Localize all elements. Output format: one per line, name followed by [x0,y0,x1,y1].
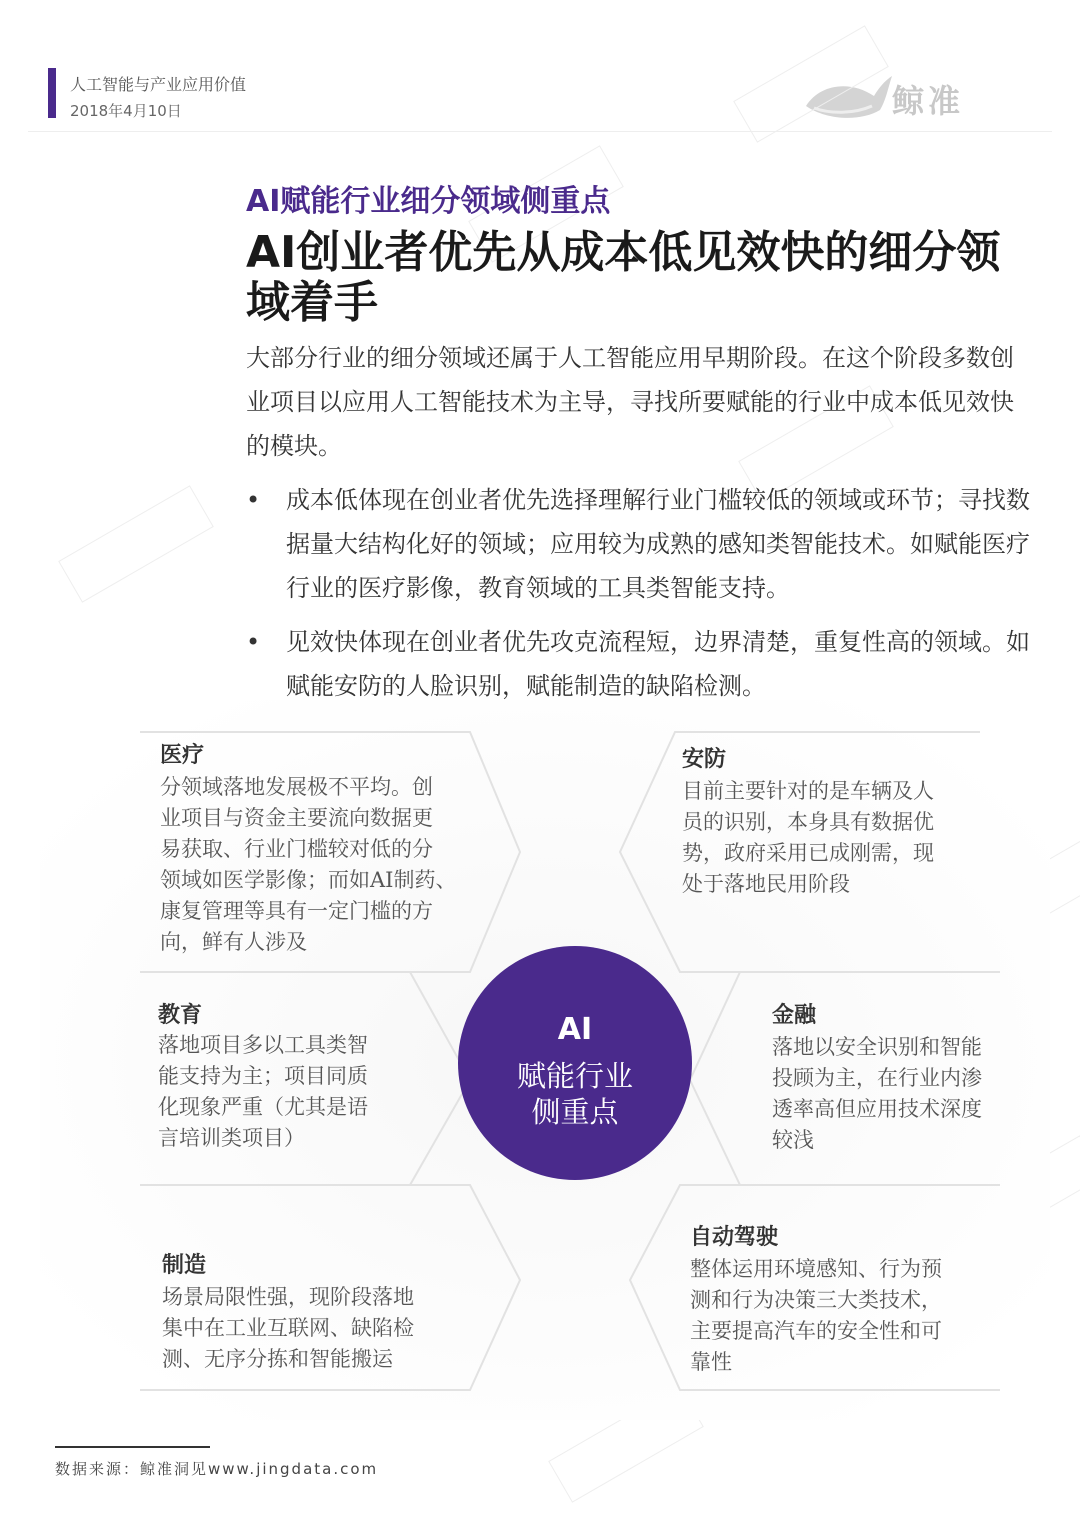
manufacturing-line: 测、无序分拣和智能搬运 [162,1347,393,1371]
report-title: 人工智能与产业应用价值 [70,75,247,94]
data-source: 数据来源：鲸准洞见www.jingdata.com [55,1460,379,1478]
bullet-text: 成本低体现在创业者优先选择理解行业门槛较低的领域或环节；寻找数据量大结构化好的领域；应用较为成熟的感知类智能技术。如赋能医疗行业的医疗影像，教育领域的工具类智能支持。 [286,486,1030,602]
medical-line: 业项目与资金主要流向数据更 [160,806,433,830]
finance-line: 透率高但应用技术深度 [772,1097,982,1121]
header-accent-bar [48,68,56,118]
education-line: 化现象严重（尤其是语 [158,1095,368,1119]
education-line: 落地项目多以工具类智 [158,1033,368,1057]
page-headline: AI创业者优先从成本低见效快的细分领域着手 [246,227,1001,328]
header-divider [28,131,1052,132]
security-line: 势，政府采用已成刚需，现 [682,841,934,865]
intro-paragraph: 大部分行业的细分领域还属于人工智能应用早期阶段。在这个阶段多数创业项目以应用人工智能技术为主导，寻找所要赋能的行业中成本低见效快的模块。 [246,344,1014,460]
medical-line: 易获取、行业门槛较对低的分 [160,837,433,861]
bullet-text: 见效快体现在创业者优先攻克流程短，边界清楚，重复性高的领域。如赋能安防的人脸识别，赋能制造的缺陷检测。 [286,628,1030,700]
medical-line: 分领域落地发展极不平均。创 [160,775,433,799]
manufacturing-line: 场景局限性强，现阶段落地 [162,1285,414,1309]
security-line: 处于落地民用阶段 [682,872,850,896]
center-label-line: 侧重点 [531,1095,619,1129]
center-circle [458,946,692,1180]
finance-line: 落地以安全识别和智能 [772,1035,982,1059]
autonomous-line: 靠性 [690,1350,732,1374]
education-text [158,1030,368,1154]
security-title: 安防 [682,747,727,772]
security-line: 员的识别，本身具有数据优 [682,810,934,834]
bullet-item [246,620,1046,708]
bullet-item [246,478,1046,610]
education-line: 能支持为主；项目同质 [158,1064,368,1088]
medical-title: 医疗 [160,743,205,768]
report-date: 2018年4月10日 [70,102,182,120]
center-label [458,1058,692,1130]
medical-line: 领域如医学影像；而如AI制药、 [160,868,457,892]
bullet-dot: • [246,486,261,514]
autonomous-title: 自动驾驶 [690,1225,779,1250]
finance-line: 投顾为主，在行业内渗 [772,1066,982,1090]
center-label-line: 赋能行业 [516,1059,633,1093]
bullet-dot: • [246,628,261,656]
section-kicker: AI赋能行业细分领域侧重点 [246,184,611,219]
autonomous-line: 整体运用环境感知、行为预 [690,1257,942,1281]
finance-line: 较浅 [772,1128,814,1152]
logo-text: 鲸准 [892,82,965,120]
education-title: 教育 [158,1003,203,1028]
medical-text [160,772,456,958]
ai-sector-diagram [0,700,1080,1420]
autonomous-line: 测和行为决策三大类技术， [690,1288,942,1312]
autonomous-text [690,1254,942,1378]
center-label-ai: AI [557,1012,593,1047]
manufacturing-line: 集中在工业互联网、缺陷检 [162,1316,414,1340]
autonomous-line: 主要提高汽车的安全性和可 [690,1319,942,1343]
finance-title: 金融 [772,1003,817,1028]
education-line: 言培训类项目） [158,1126,305,1150]
security-line: 目前主要针对的是车辆及人 [682,779,934,803]
footer-rule [55,1446,210,1448]
manufacturing-title: 制造 [162,1253,207,1278]
bullet-list [246,478,1046,718]
medical-line: 康复管理等具有一定门槛的方 [160,899,433,923]
manufacturing-text [162,1282,414,1375]
watermark [58,485,214,603]
security-text [682,776,934,900]
medical-line: 向，鲜有人涉及 [160,930,307,954]
finance-text [772,1032,982,1156]
